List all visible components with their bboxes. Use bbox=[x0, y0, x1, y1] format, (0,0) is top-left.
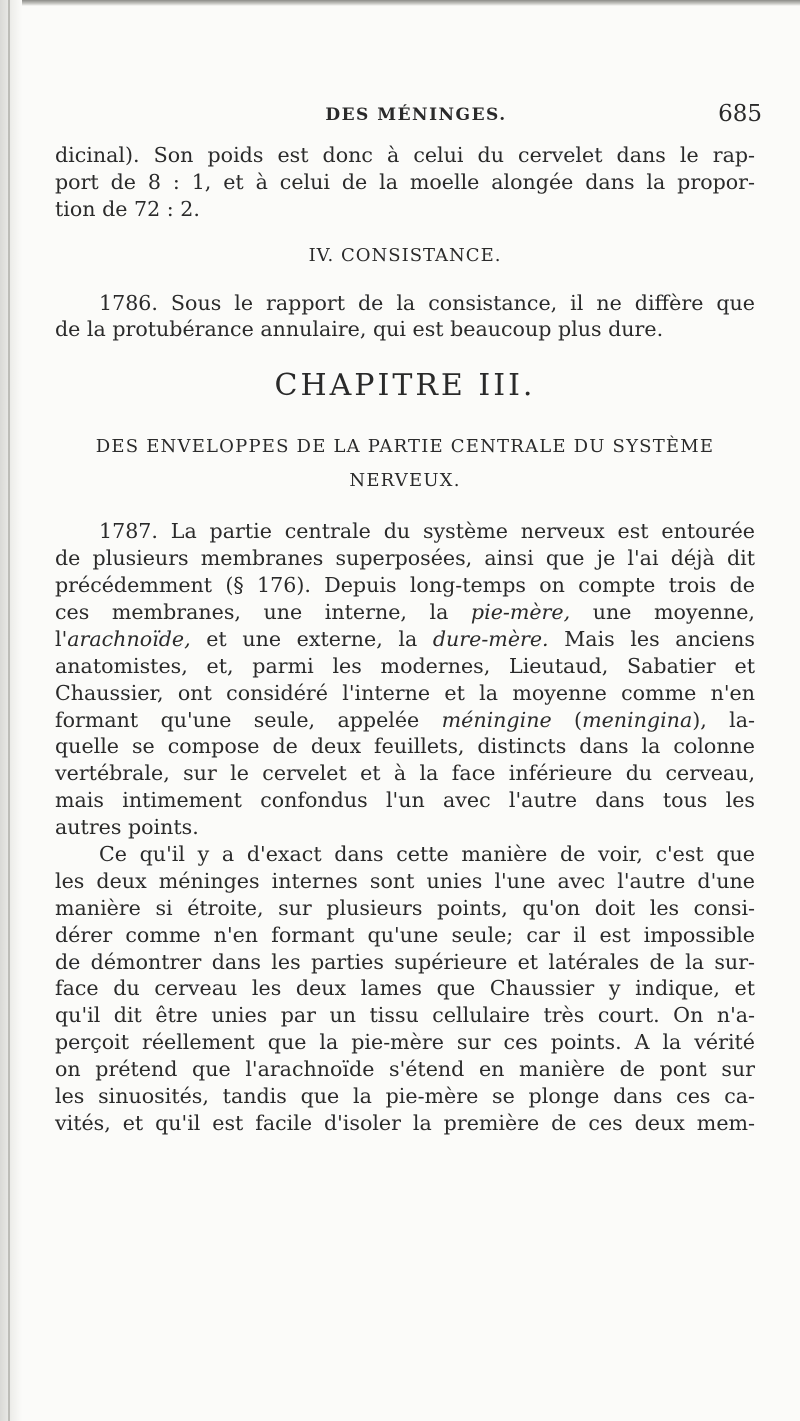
text-line: vertébrale, sur le cervelet et à la face inférieure du cerveau, bbox=[55, 761, 755, 786]
paragraph-4 bbox=[55, 841, 755, 1137]
page-body bbox=[55, 142, 755, 1137]
text-span: Mais les anciens bbox=[548, 626, 755, 651]
text-line: mais intimement confondus l'un avec l'autre dans tous les bbox=[55, 788, 755, 813]
text-line: vités, et qu'il est facile d'isoler la première de ces deux mem- bbox=[55, 1110, 755, 1135]
text-line: dérer comme n'en formant qu'une seule; car il est impossible bbox=[55, 922, 755, 947]
text-line: autres points. bbox=[55, 815, 199, 840]
text-line bbox=[55, 626, 755, 653]
text-line: 1787. La partie centrale du système nerveux est entourée bbox=[99, 519, 755, 544]
text-line: quelle se compose de deux feuillets, distincts dans la colonne bbox=[55, 734, 755, 759]
paragraph-1 bbox=[55, 142, 755, 223]
text-line: de démontrer dans les parties supérieure et latérales de la sur- bbox=[55, 949, 755, 974]
text-line: tion de 72 : 2. bbox=[55, 196, 200, 221]
text-span: formant qu'une seule, appelée bbox=[55, 707, 442, 732]
text-line bbox=[55, 599, 755, 626]
chapter-title: CHAPITRE III. bbox=[274, 368, 536, 404]
text-line: 1786. Sous le rapport de la consistance, il ne diffère que bbox=[99, 290, 755, 315]
paragraph-2 bbox=[55, 290, 755, 344]
text-span: et une externe, la bbox=[190, 626, 433, 651]
page-number: 685 bbox=[718, 101, 762, 127]
section-heading: IV. CONSISTANCE. bbox=[308, 244, 502, 266]
text-line: de la protubérance annulaire, qui est beaucoup plus dure. bbox=[55, 317, 664, 342]
text-line: face du cerveau les deux lames que Chaussier y indique, et bbox=[55, 976, 755, 1001]
text-span: ces membranes, une interne, la bbox=[55, 599, 471, 624]
binding-gutter bbox=[0, 0, 22, 1421]
italic-term: méningine bbox=[441, 707, 552, 732]
text-line bbox=[55, 707, 755, 734]
chapter-subtitle bbox=[55, 430, 755, 498]
text-line: les deux méninges internes sont unies l'une avec l'autre d'une bbox=[55, 868, 755, 893]
text-line: anatomistes, et, parmi les modernes, Lieutaud, Sabatier et bbox=[55, 653, 755, 678]
text-line: port de 8 : 1, et à celui de la moelle alongée dans la propor- bbox=[55, 169, 755, 194]
text-line: précédemment (§ 176). Depuis long-temps on compte trois de bbox=[55, 573, 755, 598]
top-edge-shadow bbox=[0, 0, 800, 6]
text-line: manière si étroite, sur plusieurs points, qu'on doit les consi- bbox=[55, 895, 755, 920]
text-line: Ce qu'il y a d'exact dans cette manière de voir, c'est que bbox=[99, 841, 755, 866]
running-title: DES MÉNINGES. bbox=[325, 105, 507, 125]
text-span: ), la- bbox=[692, 707, 755, 732]
chapter-subtitle-line: DES ENVELOPPES DE LA PARTIE CENTRALE DU SYSTÈME bbox=[95, 436, 715, 458]
text-span: l' bbox=[55, 626, 68, 651]
italic-term: arachnoïde, bbox=[67, 626, 191, 651]
text-line: dicinal). Son poids est donc à celui du cervelet dans le rap- bbox=[55, 143, 755, 167]
text-span: ( bbox=[551, 707, 583, 732]
page-header bbox=[60, 101, 772, 133]
text-line: les sinuosités, tandis que la pie-mère se plonge dans ces ca- bbox=[55, 1083, 755, 1108]
chapter-subtitle-line: NERVEUX. bbox=[349, 470, 461, 492]
text-line: qu'il dit être unies par un tissu cellulaire très court. On n'a- bbox=[55, 1003, 755, 1028]
binding-line bbox=[8, 0, 10, 1421]
italic-term: pie-mère, bbox=[470, 599, 571, 624]
text-span: une moyenne, bbox=[570, 599, 755, 624]
text-line: on prétend que l'arachnoïde s'étend en manière de pont sur bbox=[55, 1057, 755, 1082]
text-line: Chaussier, ont considéré l'interne et la moyenne comme n'en bbox=[55, 680, 755, 705]
italic-term: dure-mère. bbox=[432, 626, 549, 651]
text-line: perçoit réellement que la pie-mère sur ces points. A la vérité bbox=[55, 1030, 755, 1055]
italic-term: meningina bbox=[582, 707, 693, 732]
paragraph-3 bbox=[55, 518, 755, 841]
text-line: de plusieurs membranes superposées, ainsi que je l'ai déjà dit bbox=[55, 546, 755, 571]
